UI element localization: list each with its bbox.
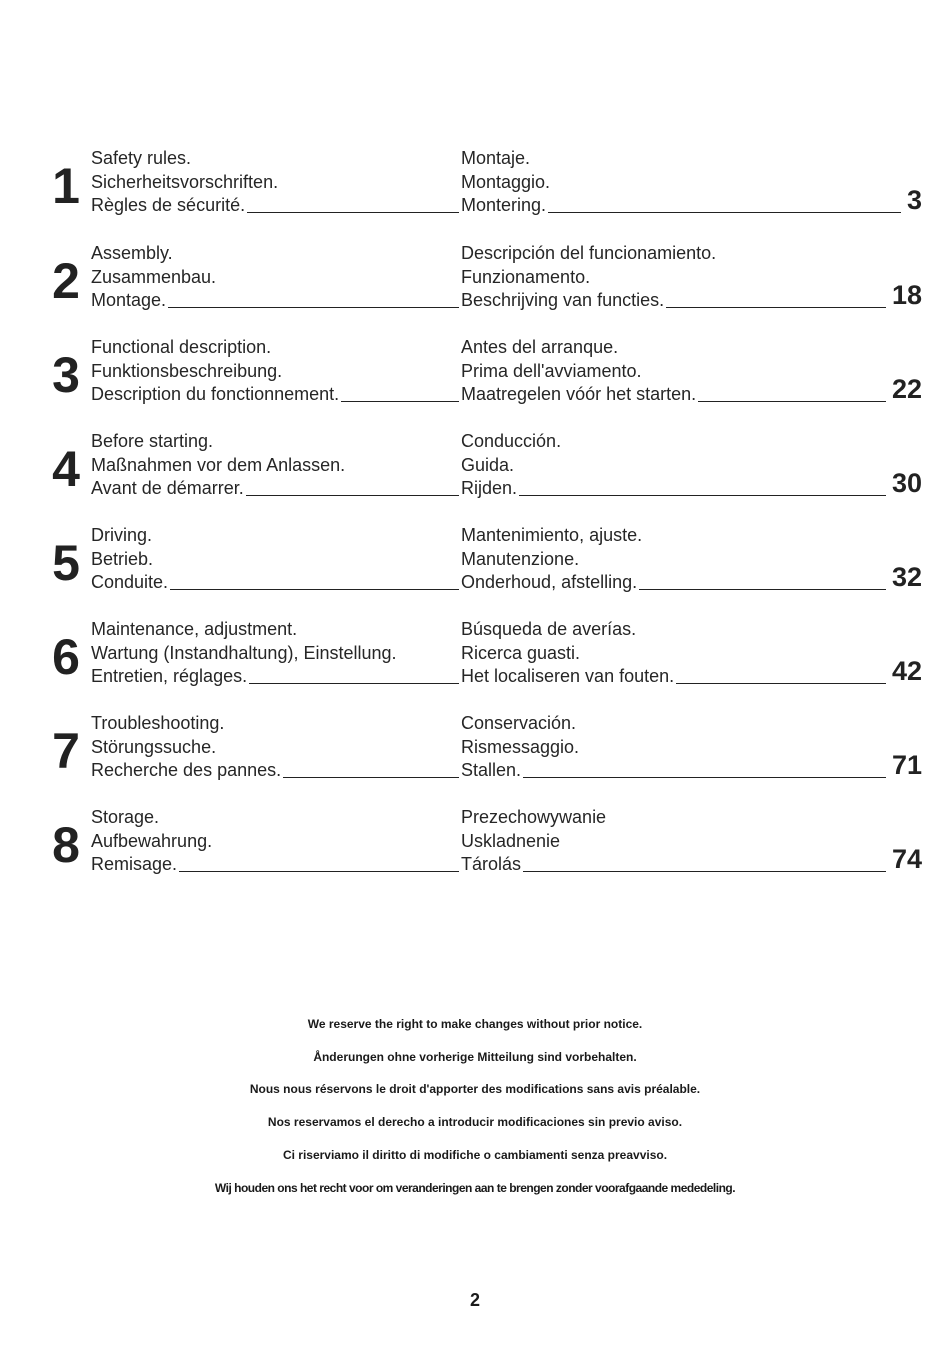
toc-entry[interactable] (0, 243, 950, 323)
toc-title-right: Uskladnenie (461, 831, 561, 851)
toc-title-right: Maatregelen vóór het starten. (461, 384, 697, 404)
toc-title-left: Conduite. (91, 572, 169, 592)
toc-title-right: Montaggio. (461, 172, 551, 192)
leader-line (523, 871, 886, 872)
toc-title-left: Safety rules. (91, 148, 192, 168)
toc-entry[interactable] (0, 619, 950, 699)
page-reference: 32 (891, 562, 922, 592)
page-reference: 3 (906, 185, 922, 215)
toc-title-right: Conservación. (461, 713, 577, 733)
toc-entry[interactable] (0, 337, 950, 417)
toc-title-right: Beschrijving van functies. (461, 290, 665, 310)
chapter-number: 6 (52, 629, 80, 685)
toc-title-left: Funktionsbeschreibung. (91, 361, 283, 381)
toc-title-right: Descripción del funcionamiento. (461, 243, 717, 263)
notice-line: Wij houden ons het recht voor om veranderingen aan te brengen zonder voorafgaande mededeling. (214, 1181, 736, 1195)
toc-title-left: Zusammenbau. (91, 267, 217, 287)
page-reference: 71 (891, 750, 922, 780)
chapter-number: 2 (52, 253, 80, 309)
chapter-number: 3 (52, 347, 80, 403)
toc-title-left: Montage. (91, 290, 167, 310)
page-reference: 74 (891, 844, 922, 874)
toc-title-right: Montaje. (461, 148, 531, 168)
toc-title-left: Functional description. (91, 337, 272, 357)
page-reference: 30 (891, 468, 922, 498)
leader-line (179, 871, 459, 872)
leader-line (246, 495, 459, 496)
toc-title-left: Recherche des pannes. (91, 760, 282, 780)
leader-line (170, 589, 459, 590)
leader-line (639, 589, 886, 590)
toc-title-left: Driving. (91, 525, 153, 545)
page-reference: 18 (891, 280, 922, 310)
toc-entry[interactable] (0, 431, 950, 511)
toc-title-left: Wartung (Instandhaltung), Einstellung. (91, 643, 397, 663)
leader-line (676, 683, 886, 684)
toc-title-left: Storage. (91, 807, 160, 827)
toc-title-right: Antes del arranque. (461, 337, 619, 357)
page-reference: 42 (891, 656, 922, 686)
toc-title-left: Betrieb. (91, 549, 154, 569)
toc-title-right: Funzionamento. (461, 267, 591, 287)
notice-line: Ånderungen ohne vorherige Mitteilung sind vorbehalten. (313, 1050, 637, 1064)
toc-title-right: Montering. (461, 195, 547, 215)
leader-line (523, 777, 886, 778)
leader-line (519, 495, 886, 496)
toc-title-right: Onderhoud, afstelling. (461, 572, 638, 592)
toc-entry[interactable] (0, 525, 950, 605)
leader-line (666, 307, 886, 308)
toc-title-right: Mantenimiento, ajuste. (461, 525, 643, 545)
toc-title-left: Aufbewahrung. (91, 831, 213, 851)
toc-title-right: Prezechowywanie (461, 807, 607, 827)
leader-line (247, 212, 459, 213)
toc-title-right: Het localiseren van fouten. (461, 666, 675, 686)
toc-title-right: Prima dell'avviamento. (461, 361, 642, 381)
notice-line: We reserve the right to make changes without prior notice. (307, 1017, 643, 1031)
leader-line (283, 777, 459, 778)
toc-title-right: Stallen. (461, 760, 522, 780)
toc-entry[interactable] (0, 807, 950, 887)
toc-title-left: Avant de démarrer. (91, 478, 244, 498)
chapter-number: 1 (52, 158, 80, 214)
chapter-number: 4 (52, 441, 80, 497)
toc-title-left: Troubleshooting. (91, 713, 225, 733)
chapter-number: 7 (52, 723, 80, 779)
toc-title-left: Remisage. (91, 854, 178, 874)
toc-title-left: Règles de sécurité. (91, 195, 246, 215)
toc-title-left: Description du fonctionnement. (91, 384, 340, 404)
toc-title-left: Maßnahmen vor dem Anlassen. (91, 455, 346, 475)
toc-title-right: Ricerca guasti. (461, 643, 581, 663)
toc-entry[interactable] (0, 148, 950, 228)
toc-title-right: Manutenzione. (461, 549, 580, 569)
leader-line (698, 401, 886, 402)
toc-title-left: Before starting. (91, 431, 214, 451)
leader-line (341, 401, 459, 402)
chapter-number: 8 (52, 817, 80, 873)
notice-line: Nos reservamos el derecho a introducir modificaciones sin previo aviso. (267, 1115, 683, 1129)
toc-title-right: Conducción. (461, 431, 562, 451)
toc-title-right: Tárolás (461, 854, 522, 874)
leader-line (168, 307, 459, 308)
toc-title-right: Rismessaggio. (461, 737, 580, 757)
toc-title-right: Rijden. (461, 478, 518, 498)
toc-title-left: Störungssuche. (91, 737, 217, 757)
toc-title-right: Búsqueda de averías. (461, 619, 637, 639)
toc-title-right: Guida. (461, 455, 515, 475)
page-number: 2 (469, 1290, 480, 1310)
notice-line: Ci riserviamo il diritto di modifiche o cambiamenti senza preavviso. (282, 1148, 668, 1162)
toc-title-left: Assembly. (91, 243, 173, 263)
toc-entry[interactable] (0, 713, 950, 793)
page-reference: 22 (891, 374, 922, 404)
leader-line (249, 683, 459, 684)
notice-line: Nous nous réservons le droit d'apporter des modifications sans avis préalable. (249, 1082, 701, 1096)
toc-title-left: Entretien, réglages. (91, 666, 248, 686)
toc-title-left: Sicherheitsvorschriften. (91, 172, 279, 192)
chapter-number: 5 (52, 535, 80, 591)
toc-title-left: Maintenance, adjustment. (91, 619, 298, 639)
leader-line (548, 212, 901, 213)
